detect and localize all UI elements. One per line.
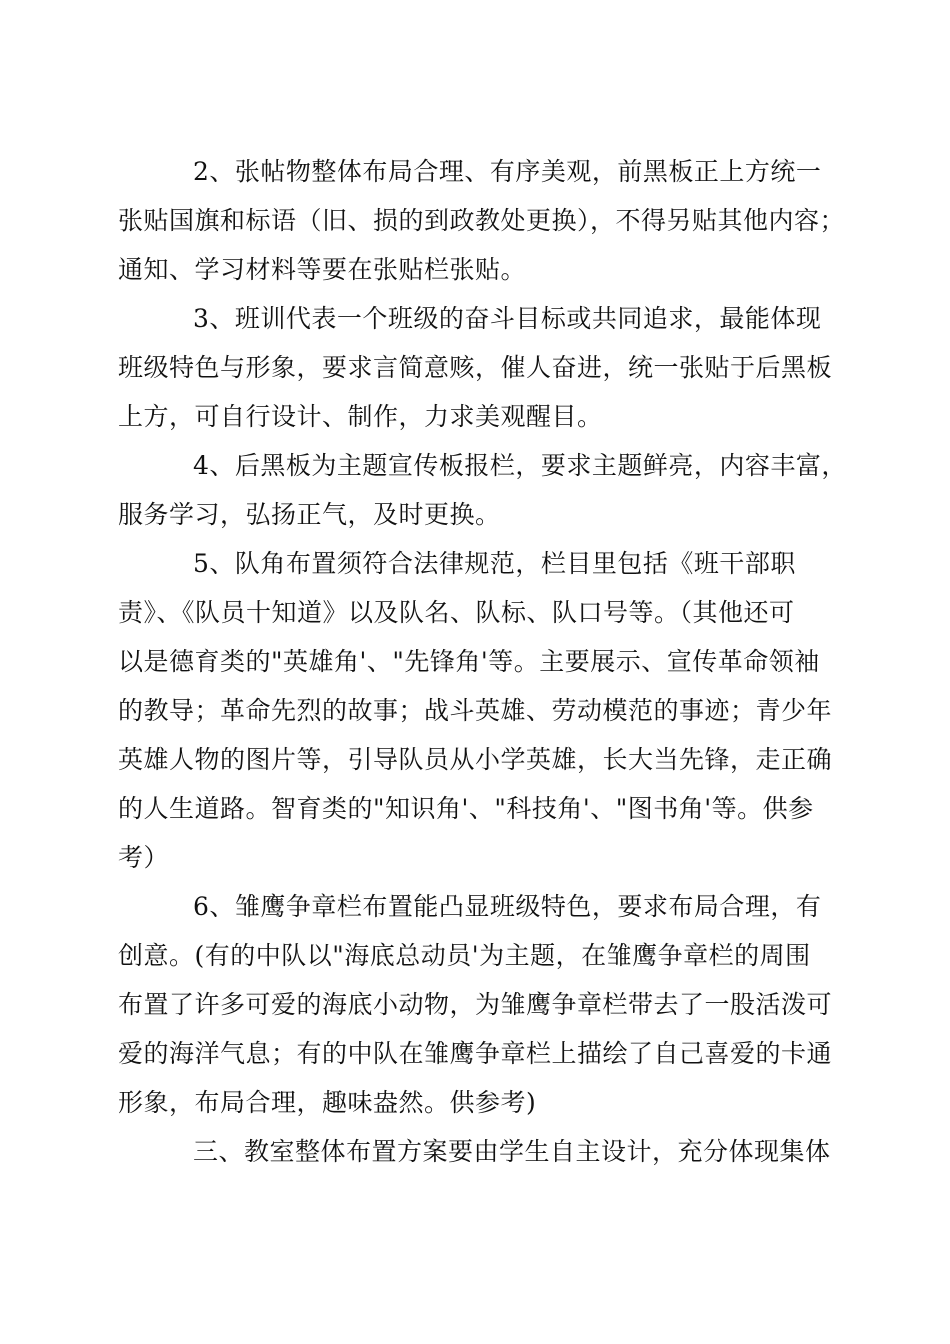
paragraph-3-line-2: 班级特色与形象，要求言简意赅，催人奋进，统一张贴于后黑板 xyxy=(118,353,833,382)
paragraph-3-line-3: 上方，可自行设计、制作，力求美观醒目。 xyxy=(118,402,603,431)
paragraph-6-line-4: 爱的海洋气息；有的中队在雏鹰争章栏上描绘了自己喜爱的卡通 xyxy=(118,1039,833,1068)
paragraph-4-line-1: 4、后黑板为主题宣传板报栏，要求主题鲜亮，内容丰富， xyxy=(193,451,847,480)
paragraph-5-line-4: 的教导；革命先烈的故事；战斗英雄、劳动模范的事迹；青少年 xyxy=(118,696,833,725)
paragraph-6-line-1: 6、雏鹰争章栏布置能凸显班级特色，要求布局合理，有 xyxy=(193,892,822,921)
paragraph-6-line-5: 形象，布局合理，趣味盎然。供参考) xyxy=(118,1088,537,1117)
paragraph-2-line-1: 2、张帖物整体布局合理、有序美观，前黑板正上方统一 xyxy=(193,157,822,186)
paragraph-4-line-2: 服务学习，弘扬正气，及时更换。 xyxy=(118,500,501,529)
paragraph-3-line-1: 3、班训代表一个班级的奋斗目标或共同追求，最能体现 xyxy=(193,304,822,333)
paragraph-6-line-2: 创意。(有的中队以"海底总动员'为主题，在雏鹰争章栏的周围 xyxy=(118,941,811,970)
paragraph-2-line-3: 通知、学习材料等要在张贴栏张贴。 xyxy=(118,255,527,284)
paragraph-5-line-1: 5、队角布置须符合法律规范，栏目里包括《班干部职 xyxy=(193,549,796,578)
paragraph-6-line-3: 布置了许多可爱的海底小动物，为雏鹰争章栏带去了一股活泼可 xyxy=(118,990,833,1019)
paragraph-5-line-5: 英雄人物的图片等，引导队员从小学英雄，长大当先锋，走正确 xyxy=(118,745,833,774)
paragraph-5-line-6: 的人生道路。智育类的"知识角'、"科技角'、"图书角'等。供参 xyxy=(118,794,814,823)
paragraph-5-line-2: 责》、《队员十知道》以及队名、队标、队口号等。（其他还可 xyxy=(118,598,795,627)
paragraph-5-line-3: 以是德育类的"英雄角'、"先锋角'等。主要展示、宣传革命领袖 xyxy=(118,647,820,676)
paragraph-2-line-2: 张贴国旗和标语（旧、损的到政教处更换），不得另贴其他内容； xyxy=(118,206,846,235)
paragraph-5-line-7: 考） xyxy=(118,843,170,872)
section-3-line-1: 三、教室整体布置方案要由学生自主设计，充分体现集体 xyxy=(193,1137,831,1166)
